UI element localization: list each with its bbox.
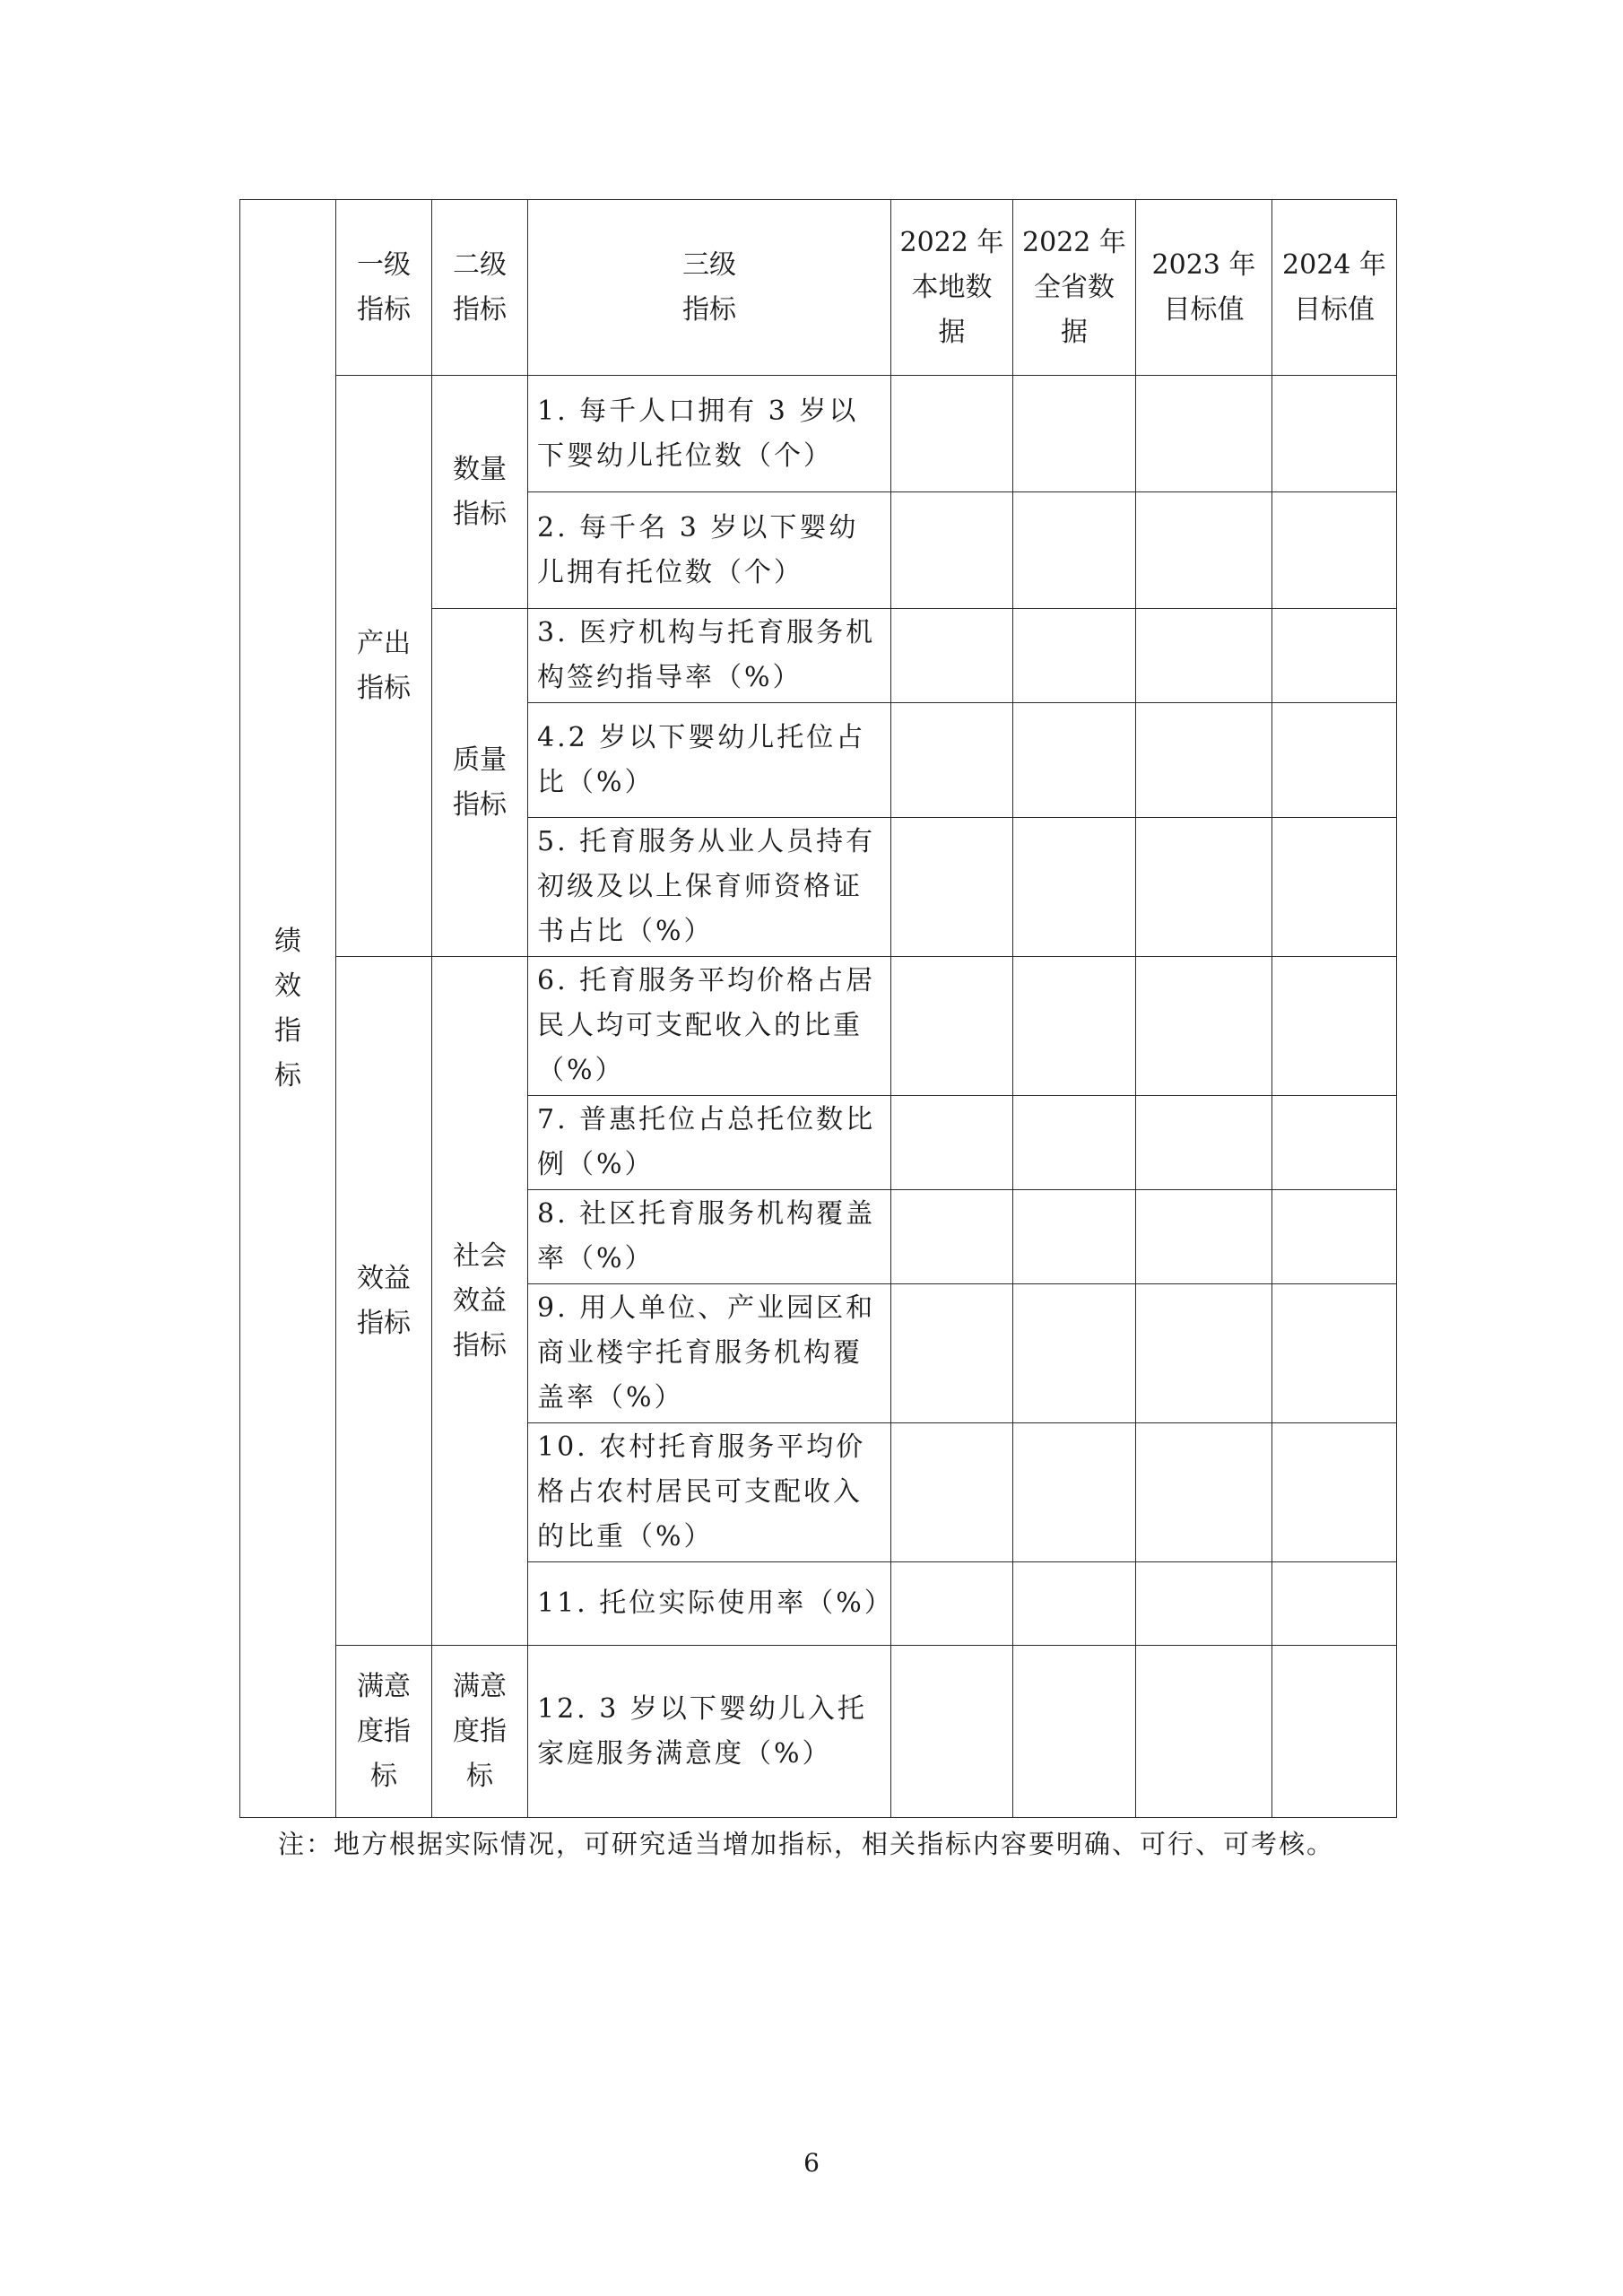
level2-quality [432,609,528,957]
indicator-9: 9. 用人单位、产业园区和商业楼宇托育服务机构覆盖率（%） [528,1284,891,1423]
cell-10-target-2023[interactable] [1136,1423,1272,1562]
cell-5-target-2024[interactable] [1272,818,1397,957]
cell-3-target-2023[interactable] [1136,609,1272,703]
cell-7-local[interactable] [891,1096,1013,1190]
level2-social [432,957,528,1646]
cell-11-target-2023[interactable] [1136,1562,1272,1646]
header-level3-label: 三级 指标 [682,248,736,326]
indicator-3: 3. 医疗机构与托育服务机构签约指导率（%） [528,609,891,703]
level1-output [336,376,432,957]
cell-12-target-2024[interactable] [1272,1646,1397,1818]
cell-12-local[interactable] [891,1646,1013,1818]
cell-4-target-2024[interactable] [1272,703,1397,818]
indicator-8: 8. 社区托育服务机构覆盖率（%） [528,1190,891,1284]
cell-8-province[interactable] [1013,1190,1136,1284]
header-level1 [336,200,432,376]
level2-quality-label: 质量 指标 [453,744,507,821]
cell-2-target-2023[interactable] [1136,492,1272,609]
indicator-7: 7. 普惠托位占总托位数比例（%） [528,1096,891,1190]
header-level2 [432,200,528,376]
level1-benefit-label: 效益 指标 [357,1262,411,1339]
cell-5-target-2023[interactable] [1136,818,1272,957]
header-province-2022-label: 2022 年 全省数 据 [1022,226,1126,348]
cell-10-target-2024[interactable] [1272,1423,1397,1562]
category-cell [240,200,336,1818]
header-level2-label: 二级 指标 [453,248,507,326]
cell-11-local[interactable] [891,1562,1013,1646]
cell-6-province[interactable] [1013,957,1136,1096]
header-target-2023 [1136,200,1272,376]
indicator-4: 4.2 岁以下婴幼儿托位占比（%） [528,703,891,818]
cell-9-local[interactable] [891,1284,1013,1423]
cell-9-province[interactable] [1013,1284,1136,1423]
header-local-2022-label: 2022 年 本地数 据 [899,226,1004,348]
cell-6-local[interactable] [891,957,1013,1096]
table-note: 注：地方根据实际情况，可研究适当增加指标，相关指标内容要明确、可行、可考核。 [278,1829,1335,1859]
level2-quantity-label: 数量 指标 [453,453,507,530]
indicator-12: 12. 3 岁以下婴幼儿入托家庭服务满意度（%） [528,1646,891,1818]
cell-6-target-2024[interactable] [1272,957,1397,1096]
level1-benefit [336,957,432,1646]
cell-7-target-2024[interactable] [1272,1096,1397,1190]
cell-4-target-2023[interactable] [1136,703,1272,818]
cell-6-target-2023[interactable] [1136,957,1272,1096]
cell-9-target-2024[interactable] [1272,1284,1397,1423]
indicator-2: 2. 每千名 3 岁以下婴幼儿拥有托位数（个） [528,492,891,609]
cell-1-target-2023[interactable] [1136,376,1272,492]
cell-8-target-2023[interactable] [1136,1190,1272,1284]
header-level1-label: 一级 指标 [357,248,411,326]
level1-satisfaction-label: 满意 度指 标 [357,1670,411,1792]
indicator-1: 1. 每千人口拥有 3 岁以下婴幼儿托位数（个） [528,376,891,492]
cell-12-target-2023[interactable] [1136,1646,1272,1818]
level2-quantity [432,376,528,609]
header-target-2024 [1272,200,1397,376]
cell-5-province[interactable] [1013,818,1136,957]
cell-11-province[interactable] [1013,1562,1136,1646]
page-number: 6 [803,2148,820,2178]
cell-4-province[interactable] [1013,703,1136,818]
header-target-2023-label: 2023 年 目标值 [1151,248,1256,326]
cell-10-province[interactable] [1013,1423,1136,1562]
indicator-10: 10. 农村托育服务平均价格占农村居民可支配收入的比重（%） [528,1423,891,1562]
header-local-2022 [891,200,1013,376]
cell-10-local[interactable] [891,1423,1013,1562]
level2-social-label: 社会 效益 指标 [453,1239,507,1361]
indicator-6: 6. 托育服务平均价格占居民人均可支配收入的比重（%） [528,957,891,1096]
header-level3 [528,200,891,376]
cell-2-target-2024[interactable] [1272,492,1397,609]
category-label: 绩效指标 [274,925,301,1091]
cell-7-province[interactable] [1013,1096,1136,1190]
cell-1-local[interactable] [891,376,1013,492]
cell-2-local[interactable] [891,492,1013,609]
indicator-11: 11. 托位实际使用率（%） [528,1562,891,1646]
cell-4-local[interactable] [891,703,1013,818]
level1-output-label: 产出 指标 [357,627,411,704]
level2-satisfaction [432,1646,528,1818]
cell-5-local[interactable] [891,818,1013,957]
cell-8-target-2024[interactable] [1272,1190,1397,1284]
level1-satisfaction [336,1646,432,1818]
header-province-2022 [1013,200,1136,376]
cell-3-local[interactable] [891,609,1013,703]
level2-satisfaction-label: 满意 度指 标 [453,1670,507,1792]
cell-7-target-2023[interactable] [1136,1096,1272,1190]
cell-12-province[interactable] [1013,1646,1136,1818]
cell-1-target-2024[interactable] [1272,376,1397,492]
cell-11-target-2024[interactable] [1272,1562,1397,1646]
header-target-2024-label: 2024 年 目标值 [1282,248,1386,326]
cell-3-target-2024[interactable] [1272,609,1397,703]
indicator-5: 5. 托育服务从业人员持有初级及以上保育师资格证书占比（%） [528,818,891,957]
cell-2-province[interactable] [1013,492,1136,609]
cell-9-target-2023[interactable] [1136,1284,1272,1423]
performance-indicator-table [239,199,1397,1818]
cell-3-province[interactable] [1013,609,1136,703]
cell-1-province[interactable] [1013,376,1136,492]
cell-8-local[interactable] [891,1190,1013,1284]
